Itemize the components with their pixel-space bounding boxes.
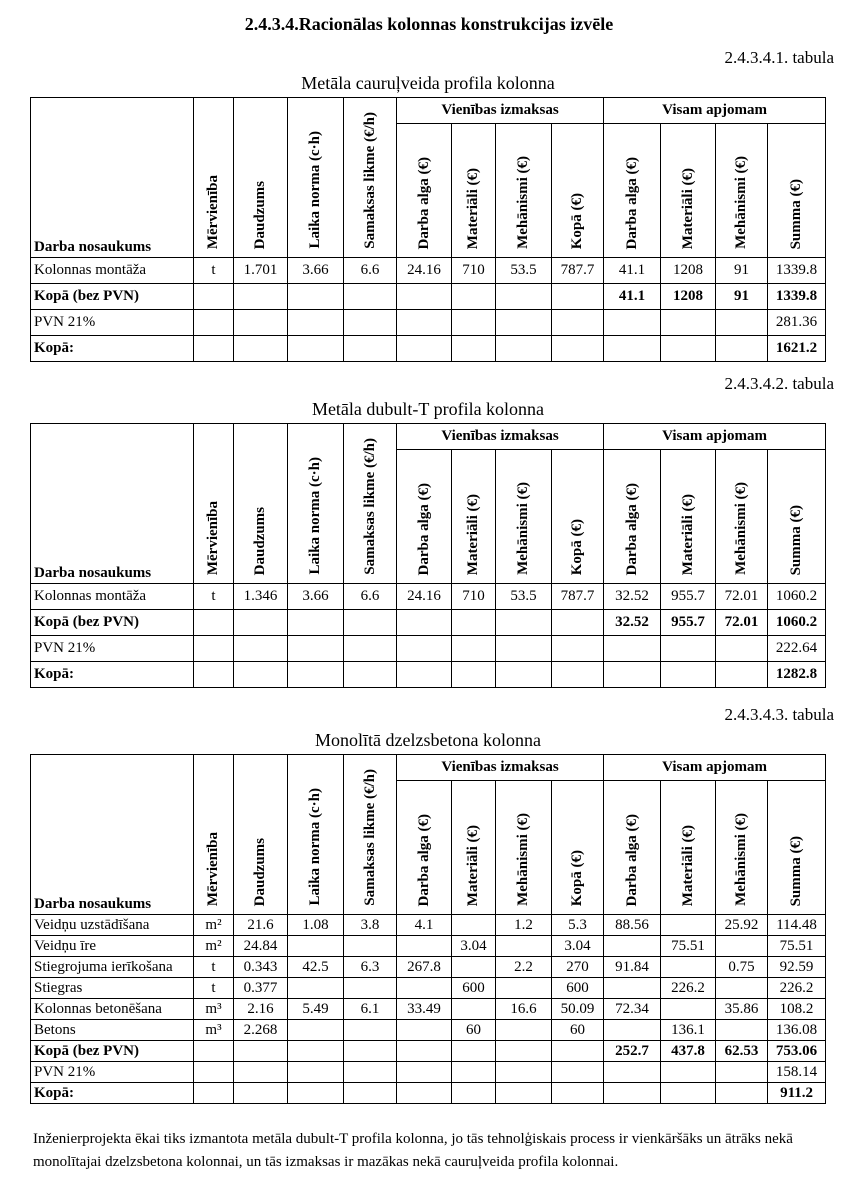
cell-rate: 6.6 <box>344 584 397 610</box>
empty-cell <box>552 284 604 310</box>
cell-t-mat: 226.2 <box>661 978 716 999</box>
subtotal-row <box>31 1041 826 1062</box>
cell-u-mech <box>496 1020 552 1041</box>
cell-t-mech: 25.92 <box>716 915 768 936</box>
cell-name: Veidņu uzstādīšana <box>31 915 194 936</box>
cell-norm: 1.08 <box>288 915 344 936</box>
cell-unit: t <box>194 978 234 999</box>
header-name: Darba nosaukums <box>31 755 194 915</box>
header-total-volume: Visam apjomam <box>604 424 826 450</box>
summary-label: PVN 21% <box>31 310 194 336</box>
cell-rate <box>344 936 397 957</box>
empty-cell <box>452 310 496 336</box>
header-sum: Summa (€) <box>768 450 826 584</box>
page-title: 2.4.3.4.Racionālas kolonnas konstrukcijas izvēle <box>244 14 614 34</box>
cell-u-mat: 60 <box>452 1020 496 1041</box>
cost-table <box>30 97 826 362</box>
cell-name: Kolonnas montāža <box>31 584 194 610</box>
empty-cell <box>716 662 768 688</box>
empty-cell <box>288 662 344 688</box>
cell-sum: 226.2 <box>768 978 826 999</box>
conclusion-text: Inženierprojekta ēkai tiks izmantota metāla dubult-T profila kolonna, jo tās tehnolģiskais process ir vienkāršāks un ātrāks nekā monolītajai dzelzsbetona kolonnai, un tās izmaksas ir mazākas nekā cauruļveida profila kolonnai. <box>33 1131 793 1170</box>
empty-cell <box>496 336 552 362</box>
table-caption: Monolītā dzelzsbetona kolonna <box>315 730 541 750</box>
cell-sum: 158.14 <box>768 1062 826 1083</box>
cell-u-total: 5.3 <box>552 915 604 936</box>
empty-cell <box>452 284 496 310</box>
empty-cell <box>716 636 768 662</box>
header-unit: Mērvienība <box>194 98 234 258</box>
header-pay-rate: Samaksas likme (€/h) <box>344 755 397 915</box>
cell-sum: 136.08 <box>768 1020 826 1041</box>
empty-cell <box>604 1062 661 1083</box>
header-total-volume: Visam apjomam <box>604 98 826 124</box>
header-unit-wages: Darba alga (€) <box>397 781 452 915</box>
table-row <box>31 957 826 978</box>
empty-cell <box>661 636 716 662</box>
cell-t-mech <box>716 978 768 999</box>
table-row <box>31 258 826 284</box>
cell-t-mech: 91 <box>716 258 768 284</box>
header-unit-costs: Vienības izmaksas <box>397 424 604 450</box>
cell-t-mech <box>716 936 768 957</box>
header-time-norm: Laika norma (c·h) <box>288 755 344 915</box>
cell-rate: 6.1 <box>344 999 397 1020</box>
empty-cell <box>661 662 716 688</box>
table-row <box>31 584 826 610</box>
empty-cell <box>661 1083 716 1104</box>
cost-table <box>30 423 826 688</box>
empty-cell <box>452 1062 496 1083</box>
cell-u-total: 787.7 <box>552 258 604 284</box>
cell-u-mat <box>452 999 496 1020</box>
header-pay-rate: Samaksas likme (€/h) <box>344 424 397 584</box>
vat-row <box>31 1062 826 1083</box>
empty-cell <box>552 1041 604 1062</box>
cell-sum: 1339.8 <box>768 284 826 310</box>
header-unit-materials: Materiāli (€) <box>452 124 496 258</box>
cell-u-total: 60 <box>552 1020 604 1041</box>
empty-cell <box>604 310 661 336</box>
empty-cell <box>288 310 344 336</box>
header-qty: Daudzums <box>234 755 288 915</box>
header-total-wages: Darba alga (€) <box>604 781 661 915</box>
header-unit-mechanisms: Mehānismi (€) <box>496 450 552 584</box>
empty-cell <box>452 662 496 688</box>
cell-u-mat: 3.04 <box>452 936 496 957</box>
empty-cell <box>552 336 604 362</box>
cell-unit: m³ <box>194 1020 234 1041</box>
cell-t-mat: 437.8 <box>661 1041 716 1062</box>
cell-u-mech: 2.2 <box>496 957 552 978</box>
header-unit-costs: Vienības izmaksas <box>397 755 604 781</box>
empty-cell <box>234 1041 288 1062</box>
summary-label: Kopā: <box>31 336 194 362</box>
cell-t-mat <box>661 915 716 936</box>
empty-cell <box>234 636 288 662</box>
empty-cell <box>496 1041 552 1062</box>
cell-u-wage: 24.16 <box>397 584 452 610</box>
empty-cell <box>344 284 397 310</box>
table-row <box>31 1020 826 1041</box>
empty-cell <box>496 662 552 688</box>
empty-cell <box>288 336 344 362</box>
cell-t-wage <box>604 978 661 999</box>
cell-t-wage: 41.1 <box>604 284 661 310</box>
cell-qty: 1.346 <box>234 584 288 610</box>
empty-cell <box>194 1041 234 1062</box>
cell-u-mat: 710 <box>452 258 496 284</box>
header-unit-total: Kopā (€) <box>552 124 604 258</box>
cell-t-wage: 252.7 <box>604 1041 661 1062</box>
subtotal-row <box>31 610 826 636</box>
summary-label: Kopā (bez PVN) <box>31 1041 194 1062</box>
cell-sum: 1060.2 <box>768 584 826 610</box>
empty-cell <box>452 1083 496 1104</box>
cell-unit: t <box>194 957 234 978</box>
empty-cell <box>234 1062 288 1083</box>
cell-t-wage <box>604 1020 661 1041</box>
empty-cell <box>288 1062 344 1083</box>
header-total-materials: Materiāli (€) <box>661 450 716 584</box>
cell-qty: 2.16 <box>234 999 288 1020</box>
empty-cell <box>234 284 288 310</box>
empty-cell <box>194 610 234 636</box>
empty-cell <box>344 1062 397 1083</box>
empty-cell <box>552 310 604 336</box>
cell-u-mech: 16.6 <box>496 999 552 1020</box>
cell-norm: 3.66 <box>288 258 344 284</box>
empty-cell <box>496 1083 552 1104</box>
empty-cell <box>194 1062 234 1083</box>
empty-cell <box>552 636 604 662</box>
empty-cell <box>716 310 768 336</box>
header-total-mechanisms: Mehānismi (€) <box>716 124 768 258</box>
empty-cell <box>452 1041 496 1062</box>
empty-cell <box>194 284 234 310</box>
cell-sum: 911.2 <box>768 1083 826 1104</box>
cell-unit: t <box>194 584 234 610</box>
cell-t-wage: 72.34 <box>604 999 661 1020</box>
cell-t-mech: 72.01 <box>716 584 768 610</box>
summary-label: Kopā: <box>31 1083 194 1104</box>
empty-cell <box>397 610 452 636</box>
cell-qty: 0.343 <box>234 957 288 978</box>
header-qty: Daudzums <box>234 424 288 584</box>
cell-u-mat <box>452 957 496 978</box>
table-row <box>31 978 826 999</box>
empty-cell <box>288 284 344 310</box>
empty-cell <box>661 1062 716 1083</box>
empty-cell <box>452 336 496 362</box>
cell-t-mech: 62.53 <box>716 1041 768 1062</box>
table-number: 2.4.3.4.3. tabula <box>724 705 834 724</box>
header-total-materials: Materiāli (€) <box>661 781 716 915</box>
empty-cell <box>288 1041 344 1062</box>
header-total-mechanisms: Mehānismi (€) <box>716 450 768 584</box>
cell-sum: 281.36 <box>768 310 826 336</box>
cell-u-total: 50.09 <box>552 999 604 1020</box>
table-caption: Metāla cauruļveida profila kolonna <box>301 73 555 93</box>
cell-unit: m³ <box>194 999 234 1020</box>
empty-cell <box>194 1083 234 1104</box>
empty-cell <box>344 336 397 362</box>
cell-u-mech: 53.5 <box>496 584 552 610</box>
cell-t-mat: 955.7 <box>661 610 716 636</box>
empty-cell <box>344 1083 397 1104</box>
cell-norm: 42.5 <box>288 957 344 978</box>
empty-cell <box>496 610 552 636</box>
header-unit-mechanisms: Mehānismi (€) <box>496 124 552 258</box>
cell-sum: 1621.2 <box>768 336 826 362</box>
cell-u-mat: 600 <box>452 978 496 999</box>
summary-label: PVN 21% <box>31 1062 194 1083</box>
empty-cell <box>496 310 552 336</box>
table-row <box>31 915 826 936</box>
cell-norm <box>288 1020 344 1041</box>
cell-u-mech <box>496 978 552 999</box>
cell-t-mech: 0.75 <box>716 957 768 978</box>
cell-u-wage: 24.16 <box>397 258 452 284</box>
summary-label: PVN 21% <box>31 636 194 662</box>
empty-cell <box>194 336 234 362</box>
header-unit-wages: Darba alga (€) <box>397 450 452 584</box>
empty-cell <box>234 662 288 688</box>
vat-row <box>31 310 826 336</box>
header-time-norm: Laika norma (c·h) <box>288 424 344 584</box>
cell-unit: m² <box>194 936 234 957</box>
empty-cell <box>716 1062 768 1083</box>
empty-cell <box>194 310 234 336</box>
cell-u-wage: 4.1 <box>397 915 452 936</box>
empty-cell <box>344 662 397 688</box>
cost-table <box>30 754 826 1104</box>
empty-cell <box>194 636 234 662</box>
empty-cell <box>194 662 234 688</box>
empty-cell <box>344 310 397 336</box>
cell-u-mech: 1.2 <box>496 915 552 936</box>
cell-t-wage: 91.84 <box>604 957 661 978</box>
header-unit-materials: Materiāli (€) <box>452 781 496 915</box>
empty-cell <box>552 610 604 636</box>
empty-cell <box>397 336 452 362</box>
empty-cell <box>496 284 552 310</box>
empty-cell <box>397 1083 452 1104</box>
cell-u-mat <box>452 915 496 936</box>
subtotal-row <box>31 284 826 310</box>
cell-t-wage: 32.52 <box>604 584 661 610</box>
cell-t-mech: 72.01 <box>716 610 768 636</box>
empty-cell <box>552 662 604 688</box>
cell-norm <box>288 978 344 999</box>
header-sum: Summa (€) <box>768 124 826 258</box>
cell-name: Stiegrojuma ierīkošana <box>31 957 194 978</box>
header-unit-costs: Vienības izmaksas <box>397 98 604 124</box>
empty-cell <box>661 310 716 336</box>
empty-cell <box>234 310 288 336</box>
empty-cell <box>496 636 552 662</box>
total-row <box>31 336 826 362</box>
summary-label: Kopā: <box>31 662 194 688</box>
header-unit-materials: Materiāli (€) <box>452 450 496 584</box>
empty-cell <box>397 284 452 310</box>
cell-u-wage: 33.49 <box>397 999 452 1020</box>
header-total-materials: Materiāli (€) <box>661 124 716 258</box>
cell-rate: 3.8 <box>344 915 397 936</box>
cell-unit: m² <box>194 915 234 936</box>
cell-u-wage <box>397 1020 452 1041</box>
cell-name: Veidņu īre <box>31 936 194 957</box>
empty-cell <box>661 336 716 362</box>
cell-u-mech: 53.5 <box>496 258 552 284</box>
cell-t-mat: 1208 <box>661 258 716 284</box>
summary-label: Kopā (bez PVN) <box>31 284 194 310</box>
cell-t-mech: 35.86 <box>716 999 768 1020</box>
table-row <box>31 936 826 957</box>
cell-sum: 753.06 <box>768 1041 826 1062</box>
cell-sum: 114.48 <box>768 915 826 936</box>
empty-cell <box>397 1041 452 1062</box>
table-caption: Metāla dubult-T profila kolonna <box>311 399 545 419</box>
table-row <box>31 999 826 1020</box>
cell-u-wage <box>397 936 452 957</box>
empty-cell <box>452 610 496 636</box>
cell-name: Kolonnas montāža <box>31 258 194 284</box>
empty-cell <box>552 1062 604 1083</box>
cell-sum: 1060.2 <box>768 610 826 636</box>
empty-cell <box>397 310 452 336</box>
vat-row <box>31 636 826 662</box>
cell-norm: 5.49 <box>288 999 344 1020</box>
cell-u-total: 600 <box>552 978 604 999</box>
cell-t-mech <box>716 1020 768 1041</box>
header-unit: Mērvienība <box>194 424 234 584</box>
cell-t-mat: 1208 <box>661 284 716 310</box>
header-name: Darba nosaukums <box>31 424 194 584</box>
cell-sum: 1339.8 <box>768 258 826 284</box>
cell-norm: 3.66 <box>288 584 344 610</box>
total-row <box>31 662 826 688</box>
header-qty: Daudzums <box>234 98 288 258</box>
cell-u-total: 270 <box>552 957 604 978</box>
cell-rate: 6.3 <box>344 957 397 978</box>
cell-rate <box>344 1020 397 1041</box>
cell-qty: 1.701 <box>234 258 288 284</box>
empty-cell <box>552 1083 604 1104</box>
cell-unit: t <box>194 258 234 284</box>
cell-u-total: 787.7 <box>552 584 604 610</box>
cell-u-wage: 267.8 <box>397 957 452 978</box>
cell-rate <box>344 978 397 999</box>
cell-sum: 108.2 <box>768 999 826 1020</box>
header-unit: Mērvienība <box>194 755 234 915</box>
cell-u-mat: 710 <box>452 584 496 610</box>
cell-name: Stiegras <box>31 978 194 999</box>
cell-name: Kolonnas betonēšana <box>31 999 194 1020</box>
header-time-norm: Laika norma (c·h) <box>288 98 344 258</box>
cell-qty: 24.84 <box>234 936 288 957</box>
cell-t-wage: 88.56 <box>604 915 661 936</box>
cell-t-wage: 41.1 <box>604 258 661 284</box>
cell-u-mech <box>496 936 552 957</box>
cell-qty: 2.268 <box>234 1020 288 1041</box>
header-total-wages: Darba alga (€) <box>604 124 661 258</box>
total-row <box>31 1083 826 1104</box>
empty-cell <box>234 1083 288 1104</box>
header-total-volume: Visam apjomam <box>604 755 826 781</box>
empty-cell <box>604 662 661 688</box>
cell-t-wage: 32.52 <box>604 610 661 636</box>
cell-t-wage <box>604 936 661 957</box>
cell-rate: 6.6 <box>344 258 397 284</box>
cell-u-total: 3.04 <box>552 936 604 957</box>
table-number: 2.4.3.4.2. tabula <box>724 374 834 393</box>
header-unit-total: Kopā (€) <box>552 781 604 915</box>
empty-cell <box>716 1083 768 1104</box>
empty-cell <box>397 636 452 662</box>
cell-sum: 75.51 <box>768 936 826 957</box>
cell-qty: 21.6 <box>234 915 288 936</box>
cell-u-wage <box>397 978 452 999</box>
empty-cell <box>604 1083 661 1104</box>
empty-cell <box>234 610 288 636</box>
cell-t-mat: 955.7 <box>661 584 716 610</box>
empty-cell <box>604 636 661 662</box>
empty-cell <box>604 336 661 362</box>
empty-cell <box>288 610 344 636</box>
empty-cell <box>496 1062 552 1083</box>
empty-cell <box>716 336 768 362</box>
cell-norm <box>288 936 344 957</box>
header-sum: Summa (€) <box>768 781 826 915</box>
cell-qty: 0.377 <box>234 978 288 999</box>
header-unit-total: Kopā (€) <box>552 450 604 584</box>
cell-t-mat: 75.51 <box>661 936 716 957</box>
header-total-mechanisms: Mehānismi (€) <box>716 781 768 915</box>
cell-name: Betons <box>31 1020 194 1041</box>
header-unit-mechanisms: Mehānismi (€) <box>496 781 552 915</box>
cell-sum: 1282.8 <box>768 662 826 688</box>
header-unit-wages: Darba alga (€) <box>397 124 452 258</box>
cell-t-mat <box>661 999 716 1020</box>
header-pay-rate: Samaksas likme (€/h) <box>344 98 397 258</box>
cell-t-mech: 91 <box>716 284 768 310</box>
summary-label: Kopā (bez PVN) <box>31 610 194 636</box>
empty-cell <box>452 636 496 662</box>
cell-t-mat: 136.1 <box>661 1020 716 1041</box>
header-total-wages: Darba alga (€) <box>604 450 661 584</box>
empty-cell <box>397 662 452 688</box>
table-number: 2.4.3.4.1. tabula <box>724 48 834 67</box>
cell-sum: 92.59 <box>768 957 826 978</box>
cell-t-mat <box>661 957 716 978</box>
empty-cell <box>344 1041 397 1062</box>
cell-sum: 222.64 <box>768 636 826 662</box>
empty-cell <box>344 610 397 636</box>
empty-cell <box>344 636 397 662</box>
empty-cell <box>234 336 288 362</box>
empty-cell <box>288 1083 344 1104</box>
empty-cell <box>397 1062 452 1083</box>
empty-cell <box>288 636 344 662</box>
header-name: Darba nosaukums <box>31 98 194 258</box>
